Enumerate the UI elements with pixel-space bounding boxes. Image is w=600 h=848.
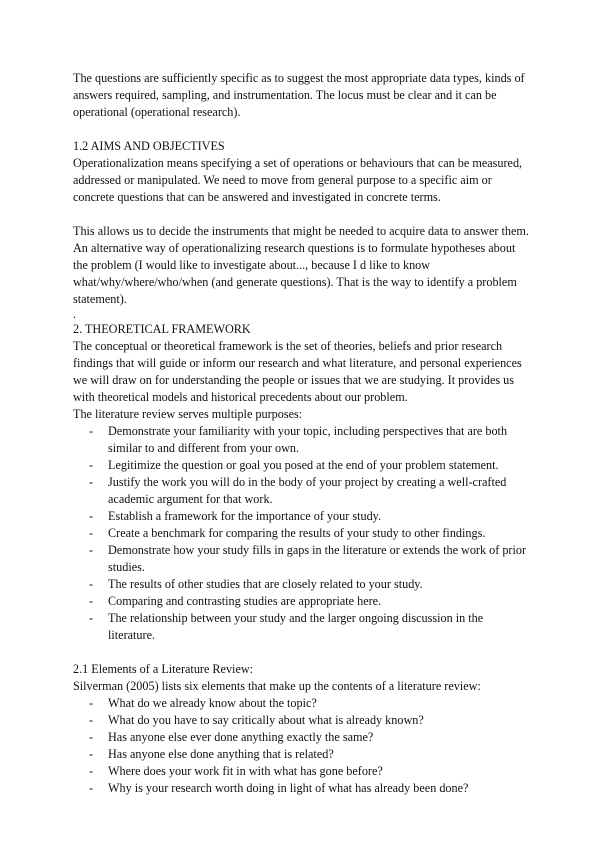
framework-paragraph: The conceptual or theoretical framework is the set of theories, beliefs and prior research findings that will guide or inform our research and what literature, and personal experiences we will draw on for understanding the people or issues that we are studying. It provides us with theoretical models and historical precedents about our problem. [73, 339, 522, 404]
instruments-paragraph: This allows us to decide the instruments that might be needed to acquire data to answer them. An alternative way of operationalizing research questions is to formulate hypotheses about the problem (I would like to investigate about..., because I d like to know what/why/where/who/when (and generate questions). That is the way to identify a problem statement). [73, 224, 529, 306]
section-heading-elements: 2.1 Elements of a Literature Review: [73, 662, 254, 676]
list-item-text: Comparing and contrasting studies are appropriate here. [108, 594, 382, 608]
dash-bullet: - [89, 475, 94, 489]
list-item [73, 508, 533, 525]
list-item-text: Has anyone else ever done anything exactly the same? [108, 730, 374, 744]
dash-bullet: - [89, 747, 94, 761]
elements-intro: Silverman (2005) lists six elements that make up the contents of a literature review: [73, 679, 481, 693]
list-item [73, 423, 533, 457]
intro-paragraph: The questions are sufficiently specific as to suggest the most appropriate data types, kinds of answers required, sampling, and instrumentation. The locus must be clear and it can be operational (operational research). [73, 71, 525, 119]
list-item-text: Legitimize the question or goal you posed at the end of your problem statement. [108, 458, 499, 472]
list-item [73, 457, 533, 474]
section-heading-theoretical-framework: 2. THEORETICAL FRAMEWORK [73, 322, 251, 336]
list-item [73, 712, 533, 729]
dash-bullet: - [89, 713, 94, 727]
spacer [73, 121, 533, 138]
dash-bullet: - [89, 577, 94, 591]
document-page [73, 70, 533, 797]
dash-bullet: - [89, 543, 94, 557]
list-item-text: What do we already know about the topic? [108, 696, 317, 710]
dash-bullet: - [89, 594, 94, 608]
purposes-list [73, 423, 533, 644]
list-item [73, 542, 533, 576]
list-item [73, 593, 533, 610]
list-item [73, 610, 533, 644]
list-item [73, 780, 533, 797]
spacer [73, 206, 533, 223]
list-item-text: The results of other studies that are closely related to your study. [108, 577, 423, 591]
dash-bullet: - [89, 424, 94, 438]
stray-dot: . [73, 307, 77, 321]
list-item [73, 525, 533, 542]
dash-bullet: - [89, 696, 94, 710]
list-item-text: Create a benchmark for comparing the results of your study to other findings. [108, 526, 486, 540]
dash-bullet: - [89, 611, 94, 625]
list-item [73, 695, 533, 712]
section-heading-aims-objectives: 1.2 AIMS AND OBJECTIVES [73, 139, 225, 153]
list-item [73, 763, 533, 780]
dash-bullet: - [89, 764, 94, 778]
list-item-text: Where does your work fit in with what has gone before? [108, 764, 383, 778]
dash-bullet: - [89, 526, 94, 540]
elements-list [73, 695, 533, 797]
dash-bullet: - [89, 458, 94, 472]
spacer [73, 644, 533, 661]
list-item-text: Has anyone else done anything that is related? [108, 747, 334, 761]
list-item-text: Demonstrate your familiarity with your topic, including perspectives that are both similar to and different from your own. [108, 424, 508, 455]
operationalization-paragraph: Operationalization means specifying a set of operations or behaviours that can be measured, addressed or manipulated. We need to move from general purpose to a specific aim or concrete questions that can be answered and investigated in concrete terms. [73, 156, 523, 204]
purposes-intro: The literature review serves multiple purposes: [73, 407, 303, 421]
list-item-text: Why is your research worth doing in light of what has already been done? [108, 781, 469, 795]
list-item [73, 474, 533, 508]
dash-bullet: - [89, 730, 94, 744]
list-item-text: Demonstrate how your study fills in gaps in the literature or extends the work of prior studies. [108, 543, 527, 574]
list-item-text: The relationship between your study and the larger ongoing discussion in the literature. [108, 611, 484, 642]
list-item [73, 576, 533, 593]
list-item-text: What do you have to say critically about what is already known? [108, 713, 424, 727]
list-item [73, 746, 533, 763]
list-item-text: Establish a framework for the importance of your study. [108, 509, 382, 523]
list-item-text: Justify the work you will do in the body of your project by creating a well-crafted academic argument for that work. [108, 475, 507, 506]
list-item [73, 729, 533, 746]
dash-bullet: - [89, 781, 94, 795]
dash-bullet: - [89, 509, 94, 523]
